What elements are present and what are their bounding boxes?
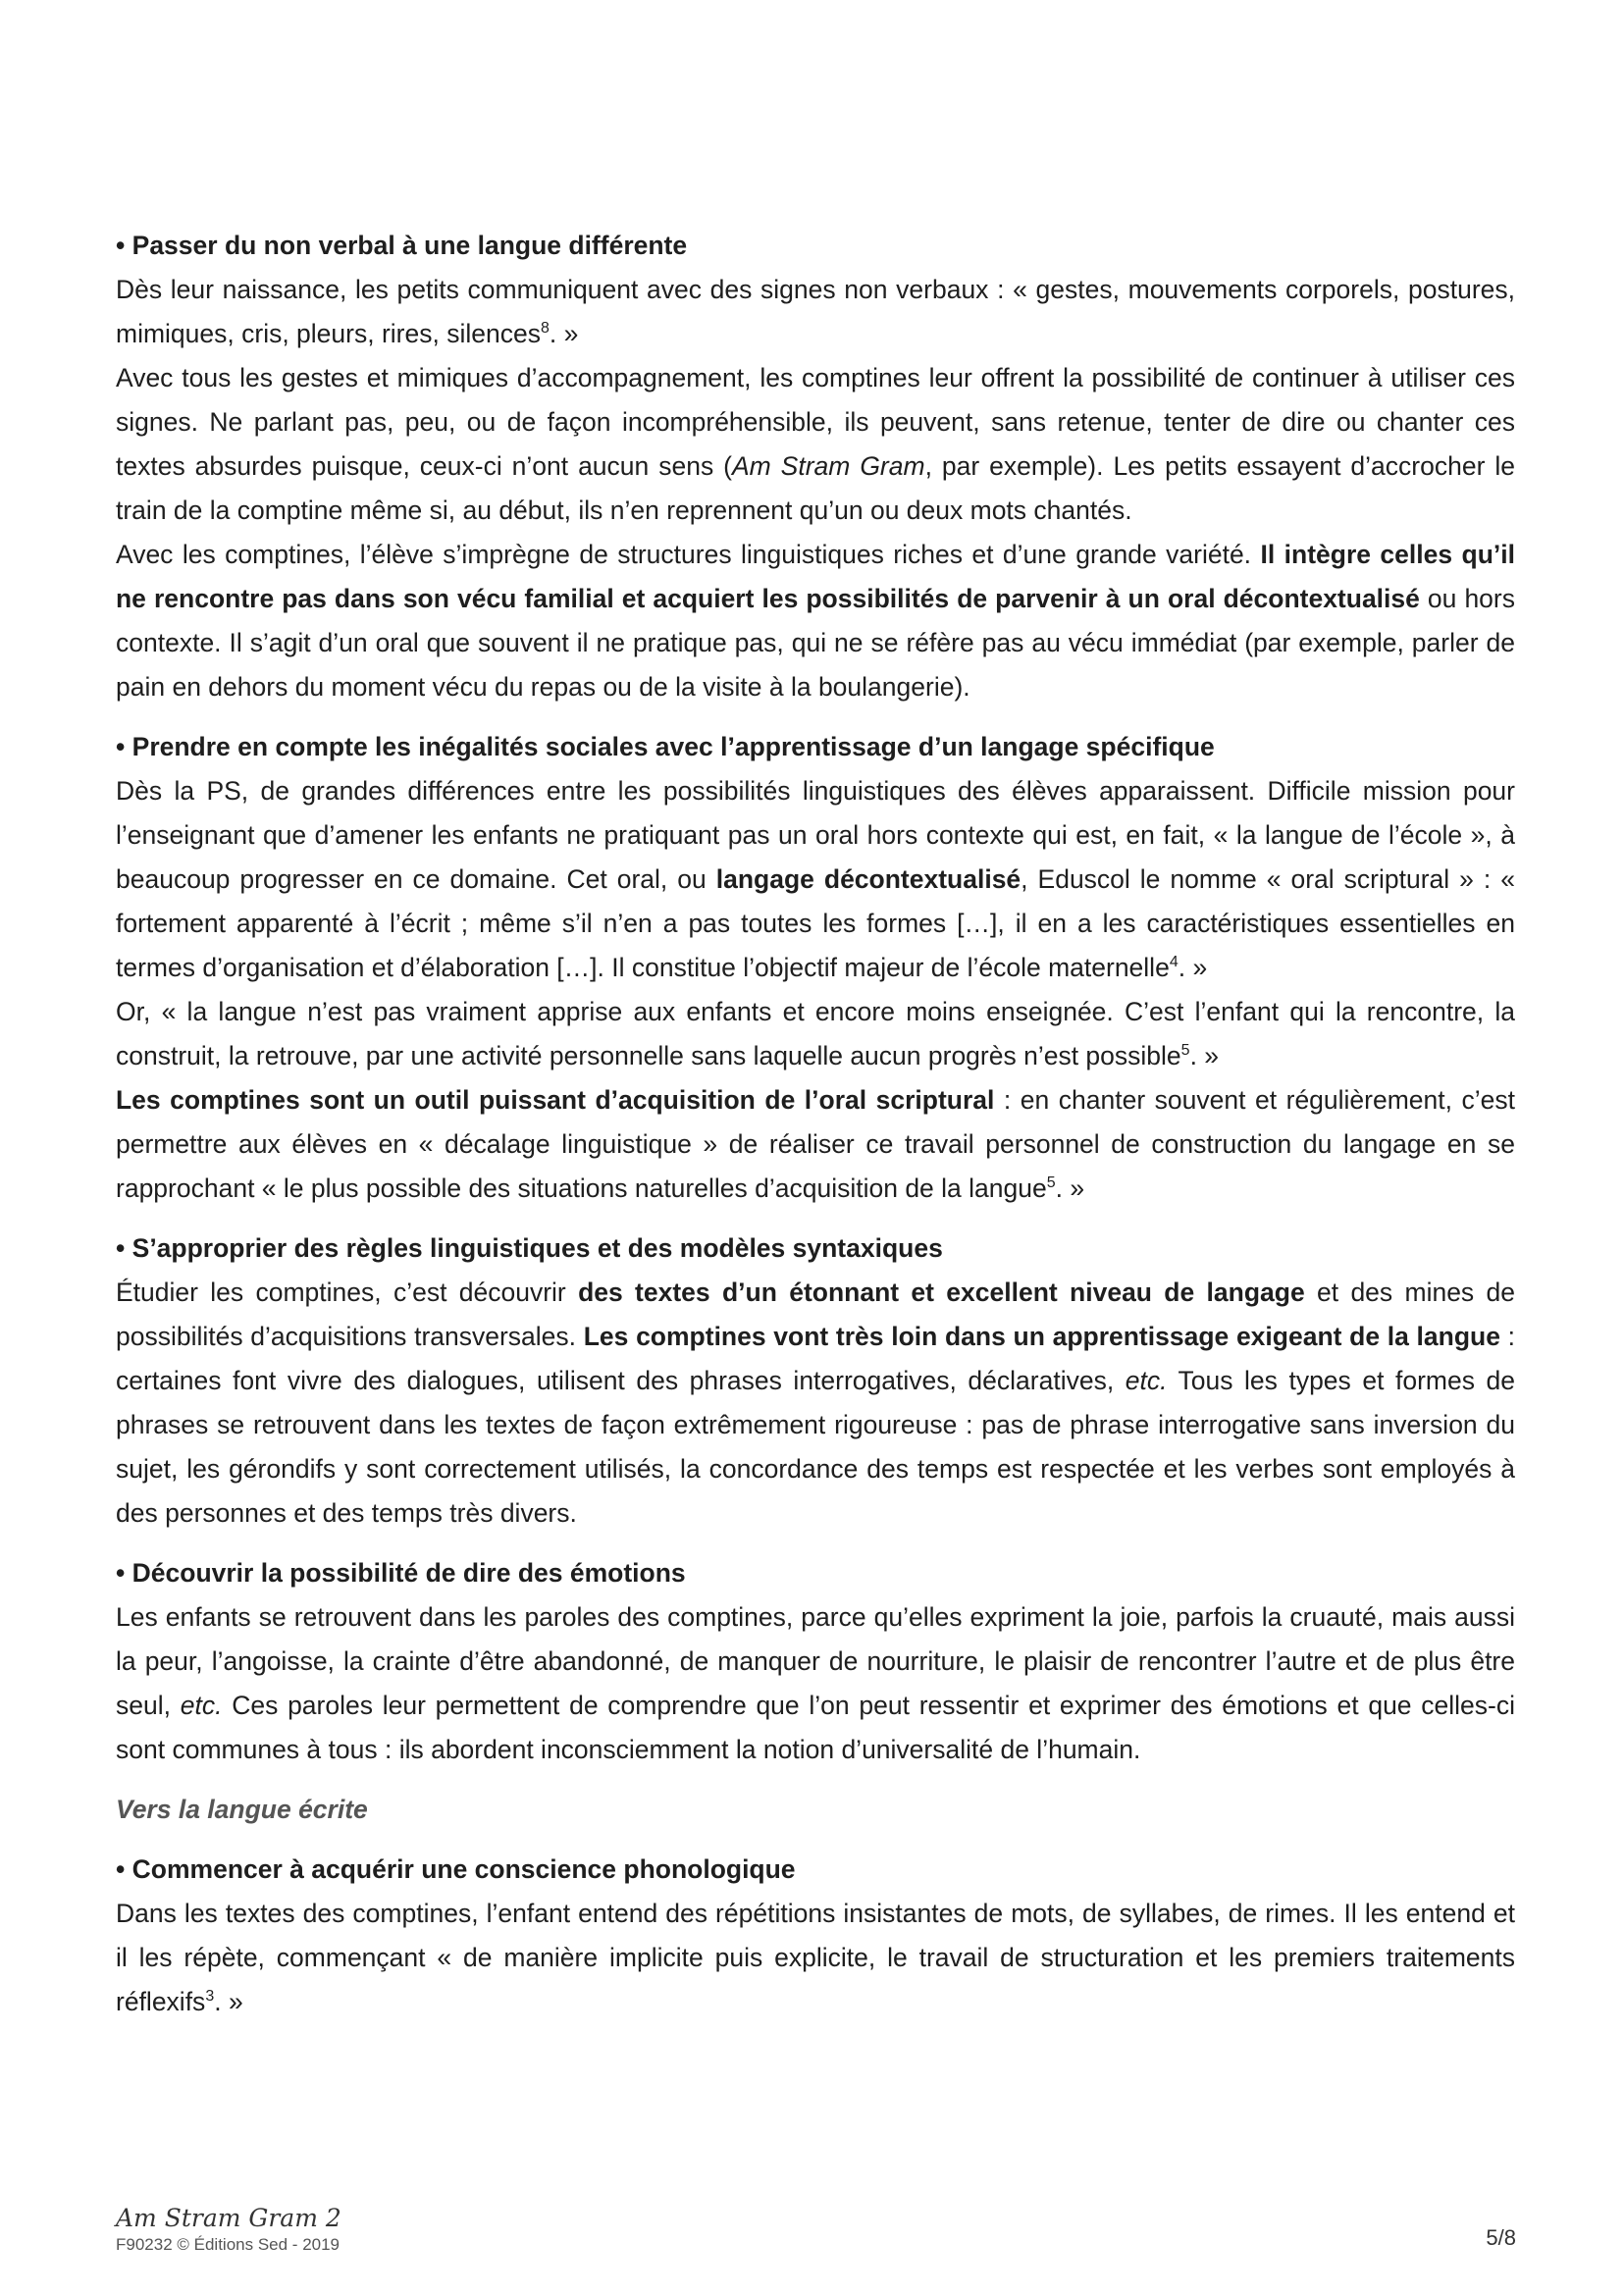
text-run: . »	[549, 319, 579, 348]
section-subheading: Vers la langue écrite	[116, 1795, 368, 1824]
paragraph	[116, 769, 1515, 990]
text-run: Les enfants se retrouvent dans les paroles des comptines, parce qu’elles expriment la joie, parfois la cruauté, mais aussi la peur, l’angoisse, la crainte d’être abandonné, de manquer de nourriture, le plaisir de rencontrer l’autre et de plus être seul,	[116, 1602, 1515, 1720]
text-run: , par exemple). Les petits essayent d’accrocher le train de la comptine même si, au début, ils n’en reprennent qu’un ou deux mots chantés.	[116, 451, 1515, 525]
section-heading: • Découvrir la possibilité de dire des émotions	[116, 1558, 686, 1588]
section	[116, 224, 1515, 709]
page-number: 5/8	[1486, 2225, 1516, 2250]
bold-text-run: langage décontextualisé	[715, 864, 1022, 894]
text-run: Ces paroles leur permettent de comprendre que l’on peut ressentir et exprimer des émotions et que celles-ci sont communes à tous : ils abordent inconsciemment la notion d’universalité de l’humain.	[116, 1691, 1516, 1764]
footnote-reference: 8	[540, 320, 550, 338]
document-body	[116, 224, 1515, 2040]
sections-after-subheading	[116, 1848, 1515, 2024]
bold-text-run: Il intègre celles qu’il ne rencontre pas dans son vécu familial et acquiert les possibilités de parvenir à un oral décontextualisé	[116, 540, 1515, 613]
footnote-reference: 5	[1046, 1174, 1056, 1192]
section-heading: • Passer du non verbal à une langue différente	[116, 231, 688, 260]
bold-text-run: Les comptines vont très loin dans un apprentissage exigeant de la langue	[583, 1322, 1500, 1351]
paragraph	[116, 1892, 1515, 2024]
text-run: Tous les types et formes de phrases se retrouvent dans les textes de façon extrêmement rigoureuse : pas de phrase interrogative sans inversion du sujet, les gérondifs y sont correctement utilisés, la concordance des temps est respectée et les verbes sont employés à des personnes et des temps très divers.	[116, 1366, 1516, 1528]
italic-text-run: etc.	[180, 1691, 223, 1720]
text-run: , Eduscol le nomme « oral scriptural » : « fortement apparenté à l’écrit ; même s’il n’en a pas toutes les formes […], il en a les caractéristiques essentielles en termes d’organisation et d’élaboration […]. Il constitue l’objectif majeur de l’école maternelle	[116, 864, 1515, 982]
text-run: . »	[1178, 953, 1208, 982]
section-heading: • S’approprier des règles linguistiques et des modèles syntaxiques	[116, 1233, 943, 1263]
paragraph	[116, 356, 1515, 533]
section	[116, 1226, 1515, 1536]
paragraph	[116, 1595, 1515, 1772]
section-heading: • Commencer à acquérir une conscience phonologique	[116, 1854, 796, 1884]
text-run: Or, « la langue n’est pas vraiment apprise aux enfants et encore moins enseignée. C’est l’enfant qui la rencontre, la construit, la retrouve, par une activité personnelle sans laquelle aucun progrès n’est possible	[116, 997, 1515, 1070]
text-run: Avec tous les gestes et mimiques d’accompagnement, les comptines leur offrent la possibilité de continuer à utiliser ces signes. Ne parlant pas, peu, ou de façon incompréhensible, ils peuvent, sans retenue, tenter de dire ou chanter ces textes absurdes puisque, ceux-ci n’ont aucun sens (	[116, 363, 1515, 481]
italic-text-run: Am Stram Gram	[731, 451, 925, 481]
text-run: . »	[214, 1987, 243, 2016]
bold-text-run: Les comptines sont un outil puissant d’acquisition de l’oral scriptural	[116, 1085, 995, 1115]
footnote-reference: 4	[1169, 954, 1179, 971]
text-run: Avec les comptines, l’élève s’imprègne de structures linguistiques riches et d’une grande variété.	[116, 540, 1261, 569]
text-run: : certaines font vivre des dialogues, utilisent des phrases interrogatives, déclaratives,	[116, 1322, 1516, 1395]
paragraph	[116, 1271, 1515, 1536]
section	[116, 725, 1515, 1211]
paragraph	[116, 1078, 1515, 1211]
section	[116, 1848, 1515, 2024]
text-run: . »	[1055, 1174, 1085, 1203]
sections-before-subheading	[116, 224, 1515, 1772]
text-run: : en chanter souvent et régulièrement, c’est permettre aux élèves en « décalage linguistique » de réaliser ce travail personnel de construction du langage en se rapprochant « le plus possible des situations naturelles d’acquisition de la langue	[116, 1085, 1516, 1203]
text-run: Dans les textes des comptines, l’enfant entend des répétitions insistantes de mots, de syllabes, de rimes. Il les entend et il les répète, commençant « de manière implicite puis explicite, le travail de structuration et les premiers traitements réflexifs	[116, 1899, 1515, 2016]
bold-text-run: des textes d’un étonnant et excellent niveau de langage	[578, 1278, 1305, 1307]
section	[116, 1551, 1515, 1772]
footnote-reference: 5	[1180, 1042, 1190, 1060]
section-heading: • Prendre en compte les inégalités sociales avec l’apprentissage d’un langage spécifique	[116, 732, 1215, 761]
text-run: Étudier les comptines, c’est découvrir	[116, 1278, 579, 1307]
footer-left	[116, 2204, 341, 2257]
paragraph	[116, 268, 1515, 356]
italic-text-run: etc.	[1125, 1366, 1168, 1395]
footnote-reference: 3	[205, 1988, 215, 2006]
paragraph	[116, 533, 1515, 709]
copyright-notice: F90232 © Éditions Sed - 2019	[116, 2235, 341, 2254]
text-run: et des mines de possibilités d’acquisitions transversales.	[116, 1278, 1515, 1351]
brand-title: Am Stram Gram 2	[116, 2204, 341, 2232]
text-run: Dès leur naissance, les petits communiquent avec des signes non verbaux : « gestes, mouvements corporels, postures, mimiques, cris, pleurs, rires, silences	[116, 275, 1515, 348]
text-run: Dès la PS, de grandes différences entre les possibilités linguistiques des élèves apparaissent. Difficile mission pour l’enseignant que d’amener les enfants ne pratiquant pas un oral hors contexte qui est, en fait, « la langue de l’école », à beaucoup progresser en ce domaine. Cet oral, ou	[116, 776, 1515, 894]
text-run: . »	[1189, 1041, 1220, 1070]
paragraph	[116, 990, 1515, 1078]
text-run: ou hors contexte. Il s’agit d’un oral que souvent il ne pratique pas, qui ne se réfère pas au vécu immédiat (par exemple, parler de pain en dehors du moment vécu du repas ou de la visite à la boulangerie).	[116, 584, 1515, 702]
